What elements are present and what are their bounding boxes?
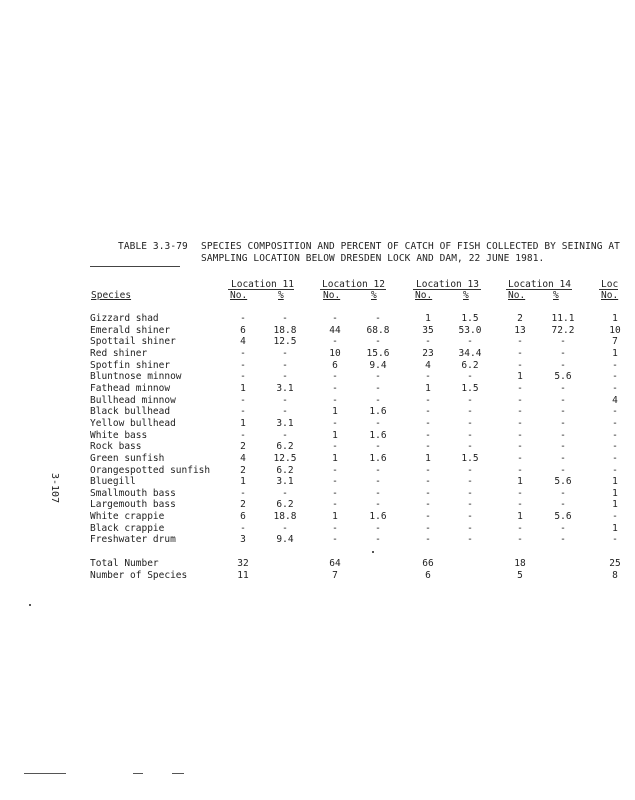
cell-pct-14: 72.2 <box>551 324 575 336</box>
cell-count-11: - <box>240 522 246 534</box>
cell-count-12: 6 <box>332 359 338 371</box>
table-row <box>0 336 618 348</box>
cell-count-13: 4 <box>425 359 431 371</box>
cell-count-11: - <box>240 313 246 324</box>
cell-pct-11: - <box>282 487 288 499</box>
cell-count-11: 6 <box>240 324 246 336</box>
cell-count-12: - <box>332 371 338 383</box>
cell-count-14: - <box>517 441 523 453</box>
cell-count-15: - <box>612 417 618 429</box>
cell-pct-11: 6.2 <box>276 499 294 511</box>
cell-count-13: - <box>425 336 431 348</box>
cell-pct-13: 6.2 <box>461 359 479 371</box>
cell-count-13: - <box>425 534 431 546</box>
cell-pct-13: - <box>467 406 473 418</box>
species-name: Red shiner <box>90 347 148 359</box>
cell-count-12: - <box>332 441 338 453</box>
species-name: Spotfin shiner <box>90 359 171 371</box>
cell-count-14: - <box>517 417 523 429</box>
cell-count-13: 23 <box>422 347 434 359</box>
cell-pct-11: - <box>282 406 288 418</box>
cell-pct-12: - <box>375 382 381 394</box>
cell-pct-13: - <box>467 499 473 511</box>
cell-count-11: 1 <box>240 417 246 429</box>
cell-pct-12: - <box>375 534 381 546</box>
cell-count-15: 1 <box>612 487 618 499</box>
cell-pct-12: 1.6 <box>369 429 387 441</box>
cell-pct-12: 1.6 <box>369 406 387 418</box>
species-name: Bullhead minnow <box>90 394 176 406</box>
cell-pct-14: 5.6 <box>554 371 572 383</box>
cell-count-14: - <box>517 336 523 348</box>
cell-count-12: - <box>332 476 338 488</box>
cell-pct-11: 3.1 <box>276 417 294 429</box>
cell-pct-12: - <box>375 371 381 383</box>
cell-count-11: - <box>240 347 246 359</box>
cell-count-12: 1 <box>332 429 338 441</box>
species-name: Black crappie <box>90 522 165 534</box>
cell-count-11: - <box>240 359 246 371</box>
cell-count-13: - <box>425 371 431 383</box>
table-row <box>0 348 618 360</box>
location-header-11: Location 11 <box>231 279 294 290</box>
species-name: Fathead minnow <box>90 382 171 394</box>
cell-count-15: - <box>612 441 618 453</box>
cell-pct-12: 68.8 <box>366 324 390 336</box>
species-name: Freshwater drum <box>90 534 176 546</box>
percent-column-header: % <box>371 290 377 301</box>
cell-count-11: - <box>240 371 246 383</box>
percent-column-header: % <box>553 290 559 301</box>
cell-count-14: - <box>517 499 523 511</box>
species-name: Black bullhead <box>90 406 171 418</box>
cell-count-14: - <box>517 487 523 499</box>
table-row <box>0 465 618 477</box>
cell-count-12: - <box>332 382 338 394</box>
cell-count-13: - <box>425 522 431 534</box>
cell-count-14: 1 <box>517 476 523 488</box>
table-number: TABLE 3.3-79 <box>118 241 188 252</box>
cell-pct-11: 18.8 <box>273 324 297 336</box>
cell-count-13: 1 <box>425 313 431 324</box>
cell-pct-11: - <box>282 394 288 406</box>
cell-count-15: 4 <box>612 394 618 406</box>
total-number-row <box>0 558 621 570</box>
table-row <box>0 453 618 465</box>
cell-count-15: 1 <box>612 347 618 359</box>
cell-pct-13: 34.4 <box>458 347 482 359</box>
cell-count-13: - <box>425 406 431 418</box>
scan-mark <box>133 773 143 774</box>
cell-pct-14: - <box>560 464 566 476</box>
cell-pct-11: 18.8 <box>273 511 297 523</box>
cell-pct-12: 15.6 <box>366 347 390 359</box>
cell-count-11: 4 <box>240 452 246 464</box>
cell-pct-13: - <box>467 429 473 441</box>
cell-pct-13: - <box>467 522 473 534</box>
cell-count-11: 2 <box>240 441 246 453</box>
cell-pct-14: - <box>560 347 566 359</box>
cell-pct-13: 1.5 <box>461 313 479 324</box>
table-title <box>118 241 620 252</box>
cell-pct-13: - <box>467 371 473 383</box>
cell-pct-13: - <box>467 487 473 499</box>
cell-pct-12: 1.6 <box>369 452 387 464</box>
species-name: White crappie <box>90 511 165 523</box>
species-name: Spottail shiner <box>90 336 176 348</box>
cell-count-15: - <box>612 406 618 418</box>
species-name: White bass <box>90 429 148 441</box>
species-count-location-15: 8 <box>612 570 618 581</box>
table-row <box>0 499 618 511</box>
species-count-location-14: 5 <box>517 570 523 581</box>
cell-pct-13: - <box>467 417 473 429</box>
species-count-location-12: 7 <box>332 570 338 581</box>
cell-pct-13: - <box>467 464 473 476</box>
species-name: Bluegill <box>90 476 136 488</box>
cell-count-12: - <box>332 313 338 324</box>
cell-count-15: - <box>612 464 618 476</box>
cell-count-15: - <box>612 382 618 394</box>
cell-count-14: 2 <box>517 313 523 324</box>
cell-pct-11: 12.5 <box>273 452 297 464</box>
cell-count-11: - <box>240 406 246 418</box>
cell-count-14: 13 <box>514 324 526 336</box>
cell-count-15: 7 <box>612 336 618 348</box>
cell-pct-11: 3.1 <box>276 476 294 488</box>
cell-count-14: - <box>517 406 523 418</box>
number-of-species-label: Number of Species <box>90 570 188 581</box>
cell-pct-11: 3.1 <box>276 382 294 394</box>
cell-pct-12: - <box>375 441 381 453</box>
cell-count-11: 2 <box>240 464 246 476</box>
cell-pct-11: - <box>282 522 288 534</box>
cell-pct-11: - <box>282 359 288 371</box>
table-row <box>0 418 618 430</box>
species-name: Yellow bullhead <box>90 417 176 429</box>
cell-pct-12: - <box>375 313 381 324</box>
cell-pct-13: - <box>467 476 473 488</box>
cell-pct-12: 1.6 <box>369 511 387 523</box>
table-row <box>0 488 618 500</box>
cell-count-15: 1 <box>612 499 618 511</box>
table-row <box>0 383 618 395</box>
cell-pct-11: 9.4 <box>276 534 294 546</box>
cell-count-14: - <box>517 359 523 371</box>
cell-count-13: 1 <box>425 452 431 464</box>
cell-pct-14: - <box>560 452 566 464</box>
cell-pct-12: - <box>375 522 381 534</box>
cell-pct-13: - <box>467 394 473 406</box>
cell-pct-14: - <box>560 534 566 546</box>
cell-pct-11: - <box>282 347 288 359</box>
cell-count-15: 1 <box>612 313 618 324</box>
cell-count-13: - <box>425 511 431 523</box>
cell-pct-12: - <box>375 394 381 406</box>
cell-pct-13: - <box>467 336 473 348</box>
species-column-header: Species <box>91 290 132 301</box>
total-location-14: 18 <box>514 558 526 569</box>
cell-count-13: 35 <box>422 324 434 336</box>
species-name: Orangespotted sunfish <box>90 464 211 476</box>
table-row <box>0 395 618 407</box>
count-column-header: No. <box>323 290 341 301</box>
cell-count-14: - <box>517 534 523 546</box>
cell-count-14: - <box>517 464 523 476</box>
table-title-line-1: SPECIES COMPOSITION AND PERCENT OF CATCH OF FISH COLLECTED BY SEINING AT <box>201 241 621 252</box>
cell-pct-13: - <box>467 441 473 453</box>
cell-count-13: - <box>425 499 431 511</box>
table-row <box>0 324 621 337</box>
cell-count-15: - <box>612 511 618 523</box>
count-column-header: No. <box>415 290 433 301</box>
count-column-header: No. <box>230 290 248 301</box>
table-row <box>0 441 618 453</box>
cell-count-15: 1 <box>612 476 618 488</box>
cell-count-12: - <box>332 336 338 348</box>
cell-count-12: 10 <box>329 347 341 359</box>
percent-column-header: % <box>278 290 284 301</box>
species-name: Largemouth bass <box>90 499 176 511</box>
species-name: Green sunfish <box>90 452 165 464</box>
cell-pct-14: - <box>560 487 566 499</box>
cell-pct-14: - <box>560 406 566 418</box>
cell-pct-13: 53.0 <box>458 324 482 336</box>
table-row <box>0 476 618 488</box>
cell-count-15: - <box>612 371 618 383</box>
cell-pct-12: - <box>375 499 381 511</box>
cell-pct-12: - <box>375 476 381 488</box>
cell-pct-11: 12.5 <box>273 336 297 348</box>
table-row <box>0 406 618 418</box>
cell-count-14: - <box>517 394 523 406</box>
cell-count-13: - <box>425 487 431 499</box>
cell-pct-12: - <box>375 487 381 499</box>
cell-pct-14: - <box>560 336 566 348</box>
total-location-15: 25 <box>609 558 621 569</box>
cell-count-14: 1 <box>517 511 523 523</box>
location-header-14: Location 14 <box>508 279 571 290</box>
cell-pct-13: - <box>467 534 473 546</box>
cell-count-13: - <box>425 394 431 406</box>
total-location-11: 32 <box>237 558 249 569</box>
table-row <box>0 511 618 523</box>
cell-pct-11: - <box>282 371 288 383</box>
species-name: Smallmouth bass <box>90 487 176 499</box>
cell-count-15: - <box>612 534 618 546</box>
cell-pct-14: - <box>560 499 566 511</box>
cell-pct-14: 5.6 <box>554 476 572 488</box>
cell-count-13: 1 <box>425 382 431 394</box>
cell-count-12: 1 <box>332 406 338 418</box>
cell-count-12: - <box>332 417 338 429</box>
cell-count-13: - <box>425 441 431 453</box>
scan-speck <box>29 604 31 606</box>
species-count-location-13: 6 <box>425 570 431 581</box>
cell-count-12: - <box>332 464 338 476</box>
cell-count-11: 3 <box>240 534 246 546</box>
species-name: Bluntnose minnow <box>90 371 182 383</box>
cell-count-11: 1 <box>240 476 246 488</box>
cell-pct-14: - <box>560 359 566 371</box>
cell-pct-14: 11.1 <box>551 313 575 324</box>
number-of-species-row <box>0 570 618 582</box>
total-location-12: 64 <box>329 558 341 569</box>
cell-count-11: 4 <box>240 336 246 348</box>
cell-count-12: - <box>332 499 338 511</box>
species-count-location-11: 11 <box>237 570 249 581</box>
cell-count-15: - <box>612 452 618 464</box>
cell-count-12: 1 <box>332 511 338 523</box>
count-column-header: No. <box>508 290 526 301</box>
cell-count-11: - <box>240 487 246 499</box>
table-row <box>0 534 618 546</box>
cell-count-15: 10 <box>609 324 621 336</box>
cell-count-11: 6 <box>240 511 246 523</box>
cell-pct-14: - <box>560 522 566 534</box>
cell-count-12: - <box>332 394 338 406</box>
table-row <box>0 360 618 372</box>
species-name: Rock bass <box>90 441 142 453</box>
cell-pct-12: 9.4 <box>369 359 387 371</box>
cell-pct-14: - <box>560 417 566 429</box>
cell-pct-11: 6.2 <box>276 464 294 476</box>
cell-pct-13: 1.5 <box>461 452 479 464</box>
species-name: Gizzard shad <box>90 313 159 324</box>
cell-pct-11: - <box>282 313 288 324</box>
cell-count-14: - <box>517 382 523 394</box>
scan-mark <box>172 773 184 774</box>
table-title-line-2: SAMPLING LOCATION BELOW DRESDEN LOCK AND DAM, 22 JUNE 1981. <box>201 253 545 264</box>
cell-pct-14: - <box>560 441 566 453</box>
table-row <box>0 313 618 325</box>
scan-mark <box>24 773 66 774</box>
table-row <box>0 371 618 383</box>
cell-count-12: 1 <box>332 452 338 464</box>
cell-count-14: - <box>517 452 523 464</box>
cell-count-11: 2 <box>240 499 246 511</box>
cell-pct-11: - <box>282 429 288 441</box>
cell-count-13: - <box>425 417 431 429</box>
cell-pct-13: 1.5 <box>461 382 479 394</box>
cell-count-12: 44 <box>329 324 341 336</box>
cell-pct-14: - <box>560 394 566 406</box>
cell-count-15: - <box>612 359 618 371</box>
cell-pct-14: - <box>560 429 566 441</box>
cell-count-13: - <box>425 464 431 476</box>
cell-count-11: - <box>240 394 246 406</box>
cell-count-14: - <box>517 347 523 359</box>
cell-count-13: - <box>425 429 431 441</box>
cell-pct-12: - <box>375 464 381 476</box>
cell-pct-12: - <box>375 336 381 348</box>
cell-count-11: 1 <box>240 382 246 394</box>
location-header-12: Location 12 <box>322 279 385 290</box>
species-name: Emerald shiner <box>90 324 171 336</box>
cell-pct-13: - <box>467 511 473 523</box>
cell-count-12: - <box>332 522 338 534</box>
total-number-label: Total Number <box>90 558 159 569</box>
scan-speck <box>372 551 374 553</box>
cell-pct-12: - <box>375 417 381 429</box>
table-row <box>0 430 618 442</box>
cell-count-14: - <box>517 522 523 534</box>
cell-count-12: - <box>332 534 338 546</box>
total-location-13: 66 <box>422 558 434 569</box>
cell-pct-14: - <box>560 382 566 394</box>
cell-count-15: - <box>612 429 618 441</box>
cell-count-11: - <box>240 429 246 441</box>
cell-pct-11: 6.2 <box>276 441 294 453</box>
cell-count-14: - <box>517 429 523 441</box>
location-header-15: Loc <box>601 279 619 290</box>
cell-count-13: - <box>425 476 431 488</box>
cell-count-15: 1 <box>612 522 618 534</box>
page-number: 3-107 <box>49 473 60 504</box>
title-rule <box>90 266 180 267</box>
cell-pct-14: 5.6 <box>554 511 572 523</box>
cell-count-12: - <box>332 487 338 499</box>
table-row <box>0 523 618 535</box>
location-header-13: Location 13 <box>416 279 479 290</box>
count-column-header: No. <box>601 290 619 301</box>
cell-count-14: 1 <box>517 371 523 383</box>
percent-column-header: % <box>463 290 469 301</box>
